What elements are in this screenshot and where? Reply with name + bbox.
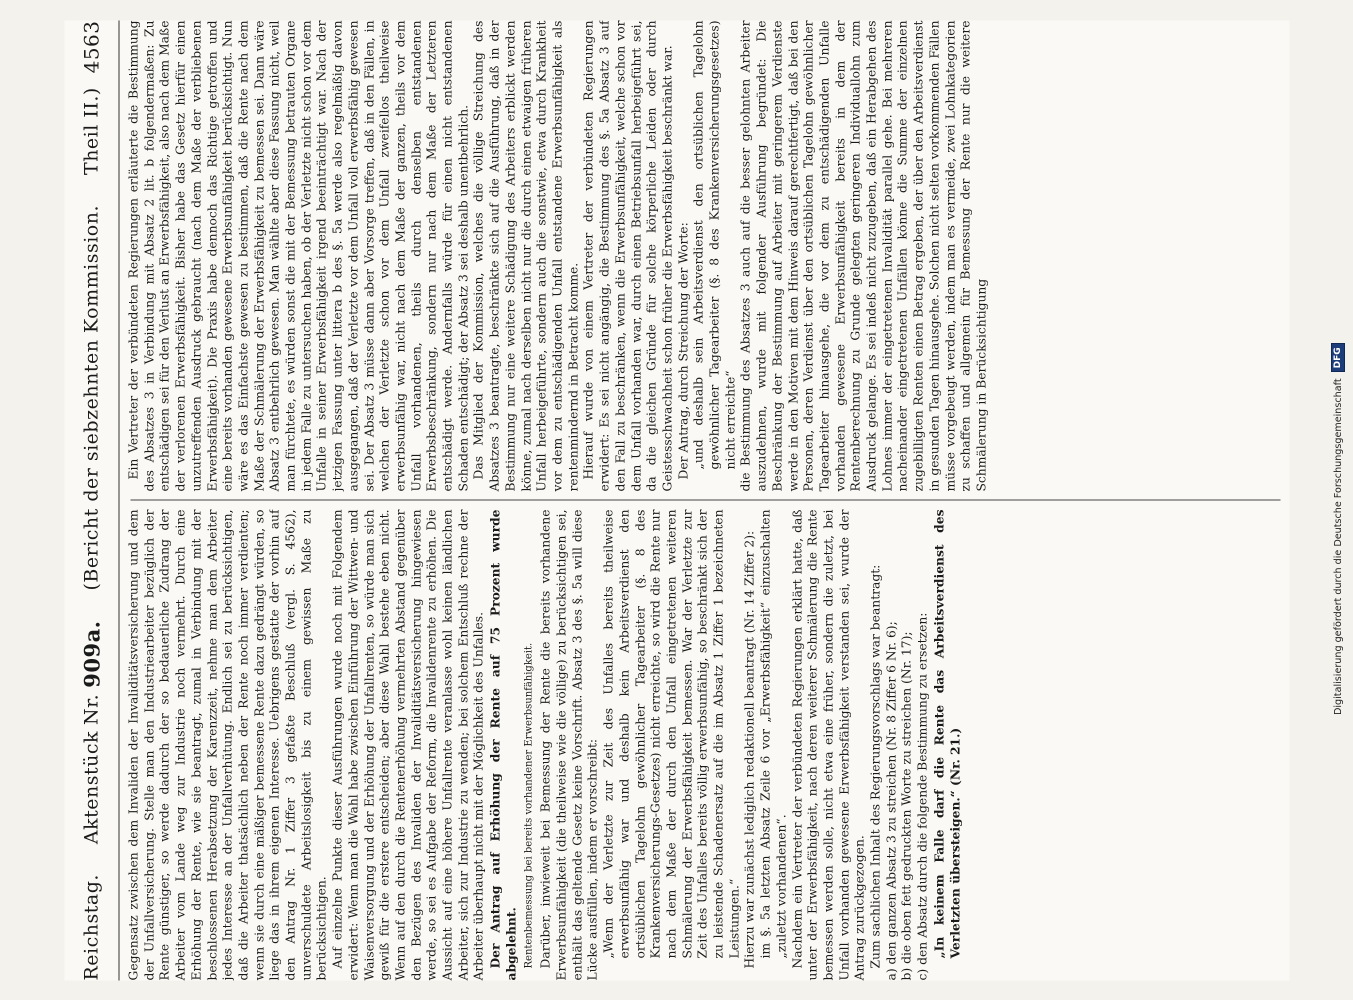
paragraph: Das Mitglied der Kommission, welches die völlige Streichung des Absatzes 3 beantragte, beschränkte sich auf die Ausführung, daß in der Bestimmung nur eine weitere Schädigung des Arbeiters erblickt werden könne, zumal nach derselben nicht nur die durch einen etwaigen früheren Unfall herbeigeführte, sondern auch die sonstwie, etwa durch Krankheit vor dem zu entschädigenden Unfall entstandene Erwerbsunfähigkeit als rentenmindernd in Betracht komme.: [471, 20, 580, 492]
list-item: b) die oben fett gedruckten Worte zu streichen (Nr. 17);: [899, 631, 914, 981]
credit-text: Digitalisierung gefördert durch die Deutsche Forschungsgemeinschaft: [1332, 378, 1344, 715]
paragraph: Ein Vertreter der verbündeten Regierungen erläuterte die Bestimmung des Absatzes 3 in Verbindung mit Absatz 2 lit. b folgendermaßen: Zu entschädigen sei für den Verlust an Erwerbsfähigkeit, also nach dem Maße der verlorenen Erwerbsfähigkeit. Bisher habe das Gesetz hierfür einen unzutreffenden Ausdruck gebraucht (nach dem Maße der verbliebenen Erwerbsfähigkeit). Die Praxis habe dennoch das Richtige getroffen und eine bereits vorhanden gewesene Erwerbsunfähigkeit berücksichtigt. Nun wäre es das Einfachste gewesen zu bestimmen, daß die Rente nach dem Maße der Schmälerung der Erwerbsfähigkeit zu bemessen sei. Dann wäre Absatz 3 entbehrlich gewesen. Man wählte aber diese Fassung nicht, weil man fürchtete, es würden sonst die mit der Bemessung betrauten Organe in jedem Falle zu untersuchen haben, ob der Verletzte nicht schon vor dem Unfalle in seiner Erwerbsfähigkeit irgend beeinträchtigt war. Nach der jetzigen Fassung unter littera b des §. 5a werde also regelmäßig davon ausgegangen, daß der Verletzte vor dem Unfall voll erwerbsfähig gewesen sei. Der Absatz 3 müsse dann aber Vorsorge treffen, daß in den Fällen, in welchen der Verletzte schon vor dem Unfall zweifellos theilweise erwerbsunfähig war, nicht nach dem Maße der ganzen, theils vor dem Unfall vorhandenen, theils durch denselben entstandenen Erwerbsbeschränkung, sondern nur nach dem Maße der Letzteren entschädigt werde. Andernfalls würde für einen nicht entstandenen Schaden entschädigt; der Absatz 3 sei deshalb unentbehrlich.: [126, 20, 470, 492]
quoted-provision: im §. 5a letzten Absatz Zeile 6 vor „Erwerbsfähigkeit“ einzuschalten „zuletzt vorhandenen“.: [758, 509, 788, 959]
paragraph: Gegensatz zwischen dem Invaliden der Invaliditätsversicherung und dem der Unfallversicherung. Stelle man den Industriearbeiter bezüglich der Rente günstiger, so werde dadurch der so bedauerliche Zudrang der Arbeiter vom Lande weg zur Industrie noch vermehrt. Durch eine Erhöhung der Rente, wie sie beantragt, zumal in Verbindung mit der beschlossenen Herabsetzung der Karenzzeit, nehme man dem Arbeiter jedes Interesse an der Unfallverhütung. Endlich sei zu berücksichtigen, daß die Arbeiter thatsächlich neben der Rente noch immer verdienten; wenn sie durch eine mäßiger bemessene Rente dazu gedrängt würden, so liege das in ihrem eigenen Interesse. Uebrigens gestatte der vorhin auf den Antrag Nr. 1 Ziffer 3 gefaßte Beschluß (vergl. S. 4562), unverschuldete Arbeitslosigkeit bis zu einem gewissen Maße zu berücksichtigen.: [126, 509, 329, 981]
list-item: a) den ganzen Absatz 3 zu streichen (Nr. 8 Ziffer 6 Nr. 6);: [883, 621, 898, 981]
paragraph: Nachdem ein Vertreter der verbündeten Regierungen erklärt hatte, daß unter der Erwerbsfähigkeit, nach deren weiterer Schmälerung die Rente bemessen werden solle, nicht etwa eine früher, sondern die zuletzt, bei Unfall vorhanden gewesene Erwerbsfähigkeit verstanden sei, wurde der Antrag zurückgezogen.: [789, 509, 867, 981]
quoted-provision: „und deshalb sein Arbeitsverdienst den ortsüblichen Tagelohn gewöhnlicher Tagearbeiter (§. 8 des Krankenversicherungsgesetzes) nicht erreichte“: [691, 20, 737, 470]
list-item: c) den Absatz durch die folgende Bestimmung zu ersetzen:: [915, 612, 930, 981]
quoted-provision: „In keinem Falle darf die Rente das Arbeitsverdienst des Verletzten übersteigen.“ (Nr. 21.): [930, 509, 962, 959]
header-nr-label: Nr.: [80, 693, 102, 725]
dfg-logo: DFG: [1331, 343, 1345, 372]
paragraph: Der Antrag, durch Streichung der Worte:: [675, 222, 690, 480]
header-stueck-number: 909a.: [78, 620, 104, 688]
header-reichstag: Reichstag.: [80, 874, 102, 981]
header-theil: Theil II.): [80, 87, 102, 175]
paragraph: Darüber, inwieweit bei Bemessung der Rente die bereits vorhandene Erwerbsunfähigkeit (die theilweise wie die völlige) zu berücksichtigen sei, enthält das geltende Gesetz keine Vorschrift. Absatz 3 des §. 5a will diese Lücke ausfüllen, indem er vorschreibt:: [538, 509, 600, 981]
quoted-provision: „Wenn der Verletzte zur Zeit des Unfalles bereits theilweise erwerbsunfähig war und deshalb kein Arbeitsverdienst den ortsüblichen Tagelohn gewöhnlicher Tagearbeiter (§. 8 des Krankenversicherungs-Gesetzes) nicht erreichte, so wird die Rente nur nach dem Maße der durch den Unfall eingetretenen weiteren Schmälerung der Erwerbsfähigkeit bemessen. War der Verletzte zur Zeit des Unfalles bereits völlig erwerbsunfähig, so beschränkt sich der zu leistende Schadenersatz auf die im Absatz 1 Ziffer 1 bezeichneten Leistungen.“: [601, 509, 741, 959]
paragraph: Hierauf wurde von einem Vertreter der verbündeten Regierungen erwidert: Es sei nicht angängig, die Bestimmung des §. 5a Absatz 3 auf den Fall zu beschränken, wenn die Erwerbsunfähigkeit, welche schon vor dem Unfall vorhanden war, durch einen Betriebsunfall herbeigeführt sei, da die gleichen Gründe für solche körperliche Leiden oder durch Geistesschwachheit schon früher die Erwerbsfähigkeit beschränkt war.: [581, 20, 674, 492]
paragraph: Zum sachlichen Inhalt des Regierungsvorschlags war beantragt:: [868, 564, 883, 969]
column-left: [126, 510, 1286, 981]
section-heading: Rentenbemessung bei bereits vorhandener Erwerbsunfähigkeit.: [522, 642, 534, 969]
page-number: 4563: [79, 20, 103, 74]
header-bericht: (Bericht der siebzehnten Kommission.: [80, 204, 102, 591]
column-right: [126, 21, 1286, 492]
paragraph: Der Antrag auf Erhöhung der Rente auf 75 Prozent wurde abgelehnt.: [487, 509, 518, 981]
document-page: [64, 21, 1289, 981]
digitization-credit: [1328, 275, 1348, 715]
paragraph: Hierzu war zunächst lediglich redaktionell beantragt (Nr. 14 Ziffer 2):: [742, 530, 757, 969]
paragraph: die Bestimmung des Absatzes 3 auch auf die besser gelohnten Arbeiter auszudehnen, wurde mit folgender Ausführung begründet: Die Beschränkung der Bestimmung auf Arbeiter mit geringerem Verdienste werde in den Motiven mit dem Hinweis darauf gerechtfertigt, daß bei den Personen, deren Verdienst über den ortsüblichen Tagelohn gewöhnlicher Tagearbeiter hinausgehe, die vor dem zu entschädigenden Unfalle vorhanden gewesene Erwerbsunfähigkeit bereits in dem der Rentenberechnung zu Grunde gelegten geringeren Individuallohn zum Ausdruck gelange. Es sei indeß nicht zuzugeben, daß ein Herabgehen des Lohnes immer der eingetretenen Invalidität parallel gehe. Bei mehreren nacheinander eingetretenen Unfällen könne die Summe der einzelnen zugebilligten Renten einen Betrag ergeben, der über den Arbeitsverdienst in gesunden Tagen hinausgehe. Solchen nicht selten vorkommenden Fällen müsse vorgebeugt werden, indem man es vermeide, zwei Lohnkategorien zu schaffen und allgemein für Bemessung der Rente nur die weitere Schmälerung in Berücksichtigung: [738, 20, 988, 492]
page-header: [64, 21, 119, 981]
text-columns: [126, 21, 1286, 981]
header-aktenstueck: Aktenstück: [80, 730, 102, 845]
paragraph: Auf einzelne Punkte dieser Ausführungen wurde noch mit Folgendem erwidert: Wenn man die Wahl habe zwischen Einführung der Wittwen- und Waisenversorgung und der Erhöhung der Unfallrenten, so würde man sich gewiß für die erstere entscheiden; aber diese Wahl bestehe eben nicht. Wenn auf den durch die Rentenerhöhung vermehrten Abstand gegenüber den Bezügen des Invaliden der Invaliditätsversicherung hingewiesen werde, so sei es Aufgabe der Reform, die Invalidenrente zu erhöhen. Die Aussicht auf eine höhere Unfallrente veranlasse wohl keinen ländlichen Arbeiter, sich zur Industrie zu wenden; bei solchem Entschluß rechne der Arbeiter überhaupt nicht mit der Möglichkeit des Unfalles.: [330, 509, 486, 981]
